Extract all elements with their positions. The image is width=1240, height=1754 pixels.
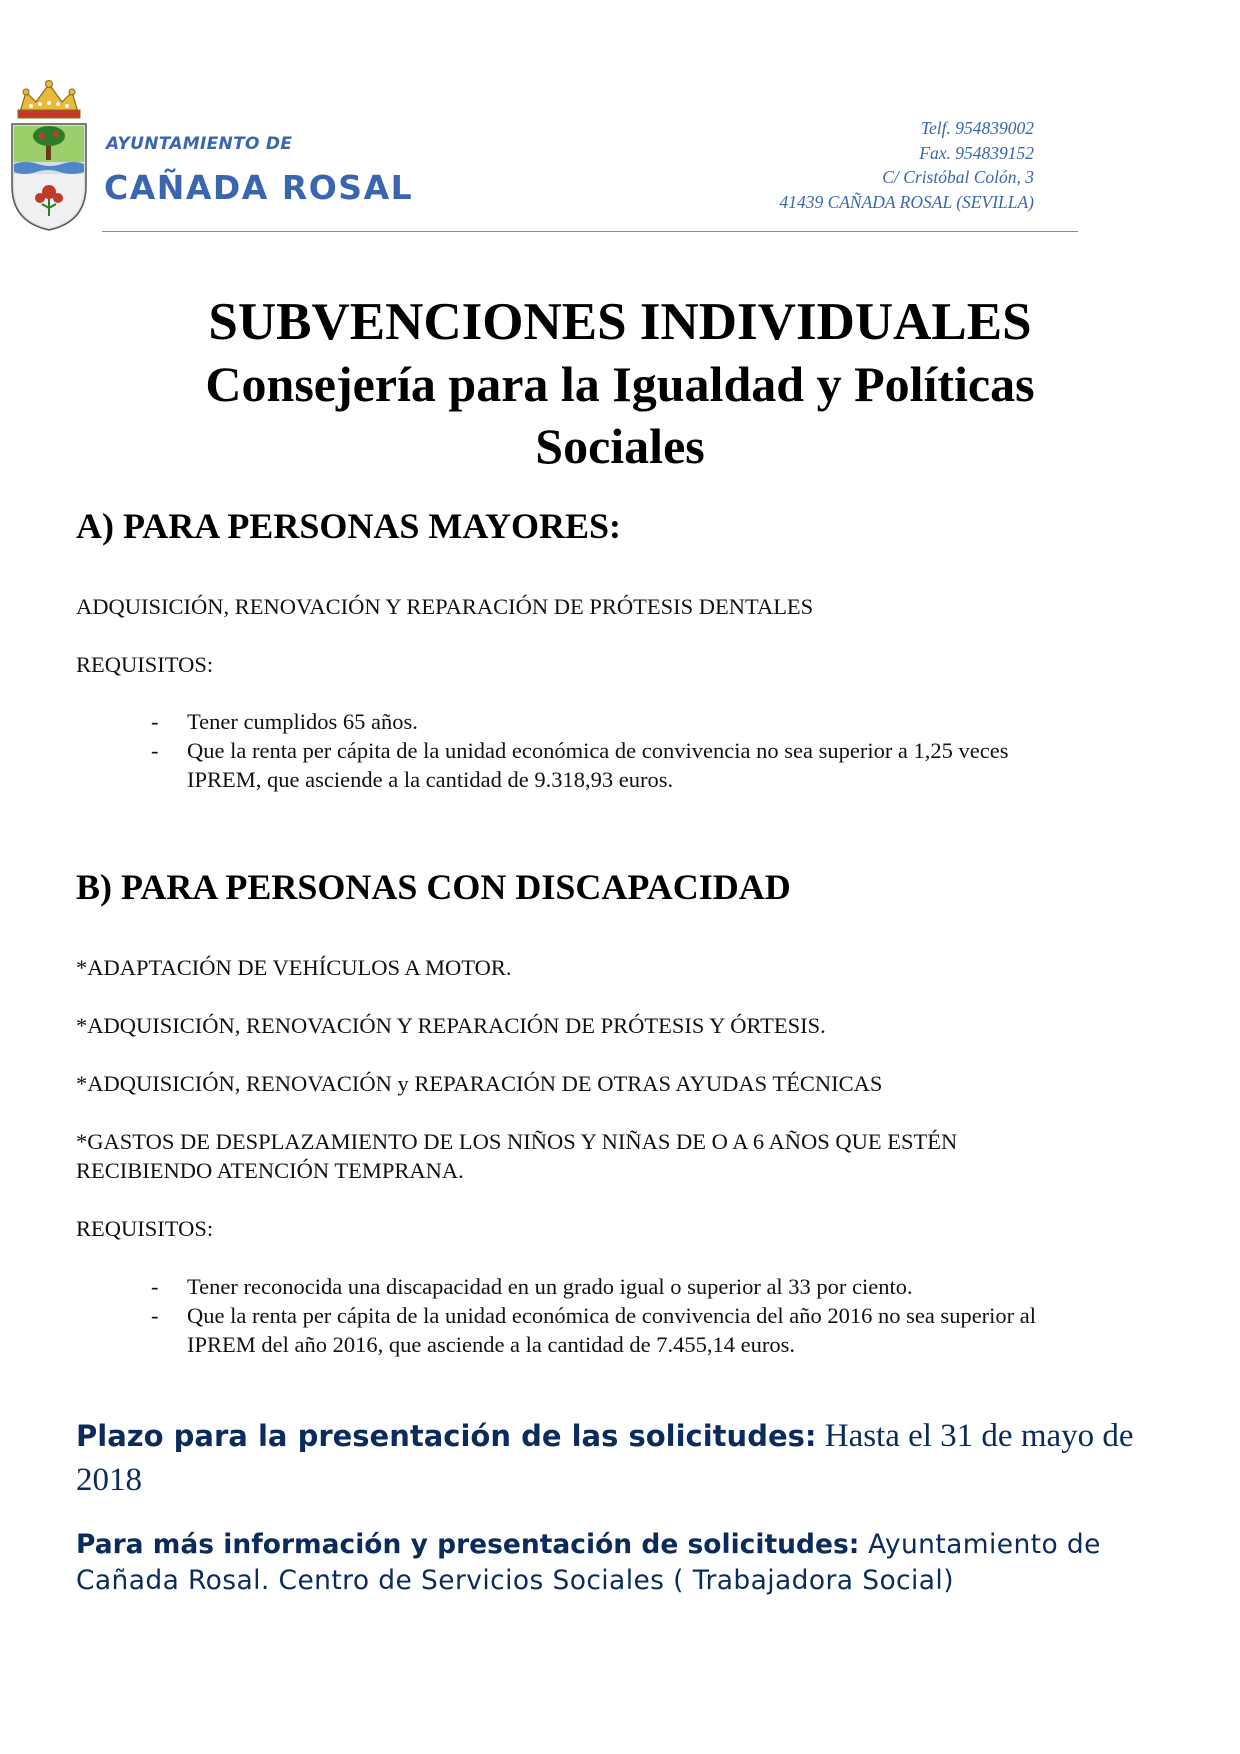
section-b-item: *ADAPTACIÓN DE VEHÍCULOS A MOTOR. <box>76 955 512 980</box>
city-address: 41439 CAÑADA ROSAL (SEVILLA) <box>779 191 1034 212</box>
requirement-line: Tener reconocida una discapacidad en un grado igual o superior al 33 por ciento. <box>187 1274 913 1299</box>
document-subtitle-line2: Sociales <box>535 418 705 474</box>
letterhead <box>0 0 1240 240</box>
bullet-dash: - <box>151 738 159 763</box>
deadline-value: Hasta el 31 de mayo de 2018 <box>76 1418 1134 1498</box>
more-info-block <box>76 1527 1176 1599</box>
more-info-value: Ayuntamiento de Cañada Rosal. Centro de Servicios Sociales ( Trabajadora Social) <box>76 1529 1101 1596</box>
bullet-dash: - <box>151 709 159 734</box>
section-b-item: *ADQUISICIÓN, RENOVACIÓN Y REPARACIÓN DE PRÓTESIS Y ÓRTESIS. <box>76 1013 826 1038</box>
list-item <box>76 1272 1156 1301</box>
section-a-requirements-label: REQUISITOS: <box>76 652 214 677</box>
more-info-label: Para más información y presentación de solicitudes: <box>76 1529 860 1560</box>
requirement-line: Tener cumplidos 65 años. <box>187 709 418 734</box>
requirement-line: Que la renta per cápita de la unidad económica de convivencia del año 2016 no sea superior al <box>187 1303 1037 1328</box>
section-b-item <box>76 1127 957 1185</box>
section-a-heading: A) PARA PERSONAS MAYORES: <box>76 506 622 546</box>
contact-block <box>779 116 1034 214</box>
requirement-line-continued: IPREM, que asciende a la cantidad de 9.318,93 euros. <box>187 767 674 792</box>
list-item <box>76 1301 1156 1359</box>
section-a-item: ADQUISICIÓN, RENOVACIÓN Y REPARACIÓN DE PRÓTESIS DENTALES <box>76 594 814 619</box>
list-item <box>76 707 1156 736</box>
section-a-requirements-list <box>76 707 1156 794</box>
header-divider <box>102 231 1078 232</box>
deadline-block <box>76 1414 1176 1502</box>
coat-of-arms-icon <box>6 76 92 232</box>
section-b-requirements-label: REQUISITOS: <box>76 1216 214 1241</box>
requirement-line-continued: IPREM del año 2016, que asciende a la cantidad de 7.455,14 euros. <box>187 1332 795 1357</box>
org-name-line1: AYUNTAMIENTO DE <box>106 134 293 154</box>
fax-number: Fax. 954839152 <box>919 142 1034 163</box>
deadline-label: Plazo para la presentación de las solicitudes: <box>76 1419 817 1453</box>
bullet-dash: - <box>151 1274 159 1299</box>
section-b-heading: B) PARA PERSONAS CON DISCAPACIDAD <box>76 867 791 907</box>
section-b-item: *ADQUISICIÓN, RENOVACIÓN y REPARACIÓN DE OTRAS AYUDAS TÉCNICAS <box>76 1071 883 1096</box>
phone-number: Telf. 954839002 <box>920 118 1034 138</box>
requirement-line: Que la renta per cápita de la unidad económica de convivencia no sea superior a 1,25 veces <box>187 738 1009 763</box>
document-title: SUBVENCIONES INDIVIDUALES <box>208 293 1032 351</box>
street-address: C/ Cristóbal Colón, 3 <box>882 167 1034 187</box>
document-subtitle-line1: Consejería para la Igualdad y Políticas <box>205 356 1035 412</box>
section-b-requirements-list <box>76 1272 1156 1359</box>
bullet-dash: - <box>151 1303 159 1328</box>
list-item <box>76 736 1156 794</box>
section-b-item4-line1: *GASTOS DE DESPLAZAMIENTO DE LOS NIÑOS Y NIÑAS DE O A 6 AÑOS QUE ESTÉN <box>76 1129 958 1154</box>
section-b-item4-line2: RECIBIENDO ATENCIÓN TEMPRANA. <box>76 1158 464 1183</box>
org-name-line2: CAÑADA ROSAL <box>104 168 414 207</box>
